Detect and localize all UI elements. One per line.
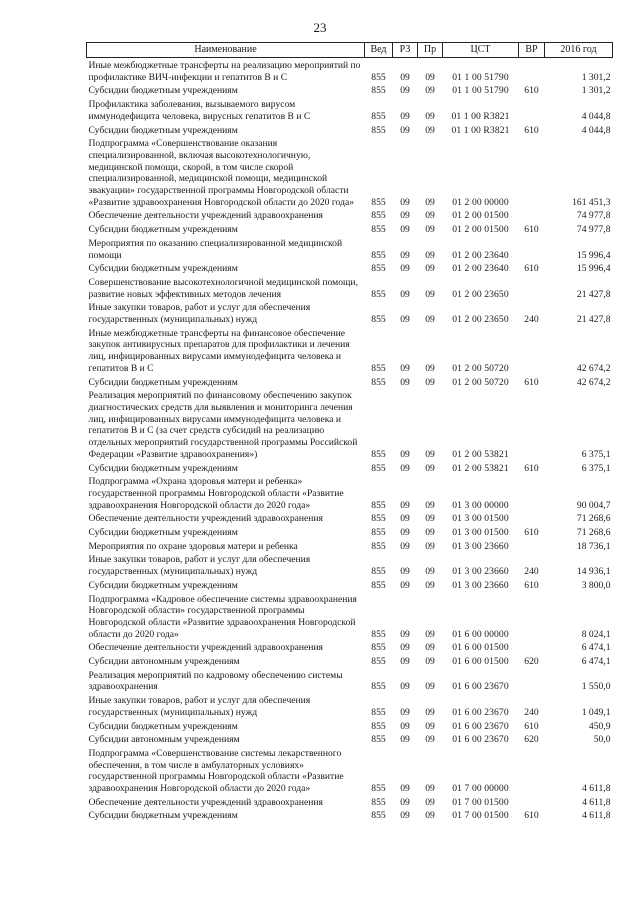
row-pr: 09: [425, 448, 435, 460]
row-rz: 09: [400, 540, 410, 552]
table-row: [87, 539, 613, 553]
row-pr: 09: [425, 376, 435, 388]
row-ved: 855: [371, 681, 386, 693]
row-name: Мероприятия по оказанию специализированной медицинской помощи: [88, 237, 343, 261]
row-pr: 09: [425, 734, 435, 746]
row-cst: 01 2 00 01500: [452, 210, 509, 222]
header-ved: Вед: [365, 43, 393, 58]
row-pr: 09: [425, 681, 435, 693]
row-pr: 09: [425, 249, 435, 261]
row-vr: [519, 236, 545, 261]
row-pr: 09: [425, 124, 435, 136]
row-vr: 610: [524, 462, 539, 474]
row-name: Субсидии бюджетным учреждениям: [88, 720, 238, 732]
row-pr: 09: [425, 210, 435, 222]
row-amount: 4 611,8: [582, 783, 611, 795]
row-amount: 6 474,1: [581, 656, 611, 668]
row-ved: 855: [371, 642, 386, 654]
row-vr: [519, 326, 545, 375]
row-rz: 09: [400, 314, 410, 326]
row-amount: 6 375,1: [581, 462, 611, 474]
header-cst: ЦСТ: [443, 43, 519, 58]
row-name: Субсидии бюджетным учреждениям: [88, 263, 238, 275]
row-cst: 01 3 00 23660: [452, 579, 509, 591]
row-name: Профилактика заболевания, вызываемого вирусом иммунодефицита человека, вирусных гепатитов В и С: [88, 99, 311, 122]
row-ved: 855: [371, 462, 386, 474]
row-pr: 09: [425, 566, 435, 578]
row-cst: 01 2 00 23640: [452, 249, 509, 261]
budget-table: [86, 42, 613, 822]
row-rz: 09: [400, 783, 410, 795]
row-vr: [519, 136, 545, 208]
table-row: [87, 654, 613, 668]
table-row: [87, 552, 613, 577]
table-row: [87, 746, 613, 795]
table-row: [87, 58, 613, 84]
row-name: Мероприятия по охране здоровья матери и ребенка: [88, 540, 298, 552]
row-pr: 09: [425, 628, 435, 640]
row-ved: 855: [371, 734, 386, 746]
table-row: [87, 97, 613, 122]
row-vr: 610: [524, 124, 539, 136]
table-row: [87, 795, 613, 809]
row-ved: 855: [371, 71, 386, 83]
row-pr: 09: [425, 540, 435, 552]
table-row: [87, 640, 613, 654]
row-cst: 01 6 00 01500: [452, 656, 509, 668]
row-rz: 09: [400, 362, 410, 374]
row-vr: 620: [524, 734, 539, 746]
row-amount: 1 301,2: [581, 71, 611, 83]
table-row: [87, 275, 613, 300]
row-pr: 09: [425, 314, 435, 326]
row-name: Иные закупки товаров, работ и услуг для обеспечения государственных (муниципальных) нужд: [88, 695, 311, 718]
row-name: Субсидии бюджетным учреждениям: [88, 124, 238, 136]
row-name: Подпрограмма «Совершенствование системы лекарственного обеспечения, в том числе в амбулаторных условиях» государственной программы Новгородской области «Развитие здравоохранения Новгородской области до 2020 года»: [88, 747, 344, 795]
row-cst: 01 2 00 00000: [452, 196, 509, 208]
row-cst: 01 1 00 R3821: [451, 124, 510, 136]
row-cst: 01 2 00 23650: [452, 314, 509, 326]
row-amount: 161 451,3: [572, 196, 611, 208]
row-pr: 09: [425, 796, 435, 808]
row-ved: 855: [371, 783, 386, 795]
row-pr: 09: [425, 71, 435, 83]
row-amount: 6 375,1: [581, 448, 611, 460]
table-body: [87, 58, 613, 823]
row-cst: 01 2 00 50720: [452, 362, 509, 374]
row-amount: 21 427,8: [576, 288, 611, 300]
row-ved: 855: [371, 720, 386, 732]
row-vr: [519, 668, 545, 693]
row-amount: 71 268,6: [576, 513, 611, 525]
row-rz: 09: [400, 124, 410, 136]
row-name: Субсидии бюджетным учреждениям: [88, 810, 238, 822]
row-rz: 09: [400, 796, 410, 808]
row-amount: 6 474,1: [581, 642, 611, 654]
table-row: [87, 261, 613, 275]
row-vr: 610: [524, 85, 539, 97]
header-name: Наименование: [87, 43, 365, 58]
row-vr: 240: [524, 314, 539, 326]
row-name: Реализация мероприятий по кадровому обеспечению системы здравоохранения: [88, 669, 343, 693]
row-pr: 09: [425, 810, 435, 822]
row-rz: 09: [400, 720, 410, 732]
row-vr: 240: [524, 566, 539, 578]
table-row: [87, 300, 613, 325]
row-vr: [519, 592, 545, 641]
row-name: Субсидии бюджетным учреждениям: [88, 376, 238, 388]
row-cst: 01 3 00 01500: [452, 513, 509, 525]
row-pr: 09: [425, 579, 435, 591]
row-ved: 855: [371, 124, 386, 136]
table-row: [87, 222, 613, 236]
table-row: [87, 732, 613, 746]
row-cst: 01 2 00 01500: [452, 224, 509, 236]
row-ved: 855: [371, 314, 386, 326]
row-ved: 855: [371, 527, 386, 539]
row-name: Обеспечение деятельности учреждений здравоохранения: [88, 210, 323, 222]
row-rz: 09: [400, 628, 410, 640]
row-amount: 71 268,6: [576, 527, 611, 539]
row-ved: 855: [371, 196, 386, 208]
row-vr: [519, 97, 545, 122]
row-cst: 01 1 00 51790: [452, 85, 509, 97]
row-rz: 09: [400, 85, 410, 97]
table-row: [87, 236, 613, 261]
row-ved: 855: [371, 706, 386, 718]
row-rz: 09: [400, 681, 410, 693]
row-cst: 01 3 00 23660: [452, 566, 509, 578]
header-rz: РЗ: [393, 43, 418, 58]
row-rz: 09: [400, 810, 410, 822]
page-number: 23: [313, 20, 327, 35]
row-name: Иные закупки товаров, работ и услуг для обеспечения государственных (муниципальных) нужд: [88, 554, 311, 578]
row-rz: 09: [400, 734, 410, 746]
row-ved: 855: [371, 448, 386, 460]
row-amount: 4 044,8: [581, 110, 611, 122]
row-rz: 09: [400, 566, 410, 578]
row-ved: 855: [371, 513, 386, 525]
row-pr: 09: [425, 499, 435, 511]
row-vr: [519, 275, 545, 300]
row-ved: 855: [371, 263, 386, 275]
row-name: Субсидии бюджетным учреждениям: [88, 462, 238, 474]
row-amount: 74 977,8: [576, 210, 611, 222]
row-ved: 855: [371, 566, 386, 578]
row-vr: 610: [524, 376, 539, 388]
row-cst: 01 2 00 53821: [452, 462, 509, 474]
table-row: [87, 719, 613, 733]
row-cst: 01 3 00 00000: [452, 499, 509, 511]
row-rz: 09: [400, 656, 410, 668]
row-vr: [519, 795, 545, 809]
table-row: [87, 474, 613, 511]
row-name: Подпрограмма «Совершенствование оказания специализированной, включая высокотехнологичную, медицинской помощи, скорой, в том числе скорой специализированной, медицинской помощи, медицинской эвакуации» государственной программы Новгородской области «Развитие здравоохранения Новгородской области до 2020 года»: [88, 138, 355, 208]
table-row: [87, 83, 613, 97]
table-row: [87, 525, 613, 539]
row-vr: 610: [524, 810, 539, 822]
row-ved: 855: [371, 210, 386, 222]
row-name: Иные межбюджетные трансферты на реализацию мероприятий по профилактике ВИЧ-инфекции и гепатитов В и С: [88, 60, 361, 83]
row-cst: 01 6 00 23670: [452, 720, 509, 732]
row-cst: 01 7 00 01500: [452, 810, 509, 822]
row-name: Подпрограмма «Кадровое обеспечение системы здравоохранения Новгородской области» государственной программы Новгородской области «Развитие здравоохранения Новгородской области до 2020 года»: [88, 593, 357, 640]
row-amount: 3 800,0: [581, 579, 611, 591]
row-amount: 1 301,2: [581, 85, 611, 97]
row-cst: 01 6 00 00000: [452, 628, 509, 640]
row-pr: 09: [425, 656, 435, 668]
row-rz: 09: [400, 71, 410, 83]
row-pr: 09: [425, 513, 435, 525]
row-name: Иные межбюджетные трансферты на финансовое обеспечение закупок антивирусных препаратов для профилактики и лечения лиц, инфицированных вирусами иммунодефицита человека и гепатитов В и С: [88, 327, 350, 374]
row-name: Обеспечение деятельности учреждений здравоохранения: [88, 642, 323, 654]
row-vr: [519, 511, 545, 525]
row-name: Субсидии бюджетным учреждениям: [88, 527, 238, 539]
row-vr: 610: [524, 224, 539, 236]
table-row: [87, 123, 613, 137]
row-rz: 09: [400, 263, 410, 275]
row-rz: 09: [400, 210, 410, 222]
row-ved: 855: [371, 376, 386, 388]
row-cst: 01 1 00 51790: [452, 71, 509, 83]
row-amount: 42 674,2: [576, 362, 611, 374]
row-ved: 855: [371, 224, 386, 236]
row-pr: 09: [425, 362, 435, 374]
row-amount: 50,0: [593, 734, 611, 746]
row-vr: [519, 208, 545, 222]
row-amount: 4 044,8: [581, 124, 611, 136]
row-amount: 450,9: [588, 720, 611, 732]
row-rz: 09: [400, 499, 410, 511]
row-vr: 610: [524, 720, 539, 732]
row-pr: 09: [425, 288, 435, 300]
row-vr: 610: [524, 527, 539, 539]
row-amount: 15 996,4: [576, 263, 611, 275]
row-amount: 8 024,1: [581, 628, 611, 640]
row-cst: 01 6 00 23670: [452, 734, 509, 746]
row-ved: 855: [371, 656, 386, 668]
row-pr: 09: [425, 196, 435, 208]
row-cst: 01 7 00 00000: [452, 783, 509, 795]
header-pr: Пр: [418, 43, 443, 58]
row-pr: 09: [425, 224, 435, 236]
row-cst: 01 3 00 23660: [452, 540, 509, 552]
row-cst: 01 2 00 50720: [452, 376, 509, 388]
row-rz: 09: [400, 462, 410, 474]
row-pr: 09: [425, 462, 435, 474]
row-vr: [519, 474, 545, 511]
row-vr: 620: [524, 656, 539, 668]
row-cst: 01 7 00 01500: [452, 796, 509, 808]
row-ved: 855: [371, 110, 386, 122]
row-name: Субсидии бюджетным учреждениям: [88, 85, 238, 97]
row-rz: 09: [400, 249, 410, 261]
row-name: Иные закупки товаров, работ и услуг для обеспечения государственных (муниципальных) нужд: [88, 302, 311, 326]
row-cst: 01 2 00 23640: [452, 263, 509, 275]
row-ved: 855: [371, 540, 386, 552]
row-rz: 09: [400, 376, 410, 388]
table-row: [87, 578, 613, 592]
row-pr: 09: [425, 85, 435, 97]
row-pr: 09: [425, 642, 435, 654]
row-rz: 09: [400, 110, 410, 122]
row-cst: 01 3 00 01500: [452, 527, 509, 539]
row-amount: 18 736,1: [576, 540, 611, 552]
row-name: Подпрограмма «Охрана здоровья матери и ребенка» государственной программы Новгородской области «Развитие здравоохранения Новгородской области до 2020 года»: [88, 476, 344, 511]
row-rz: 09: [400, 579, 410, 591]
table-row: [87, 375, 613, 389]
header-vr: ВР: [519, 43, 545, 58]
row-cst: 01 2 00 23650: [452, 288, 509, 300]
row-pr: 09: [425, 720, 435, 732]
table-row: [87, 136, 613, 208]
row-name: Обеспечение деятельности учреждений здравоохранения: [88, 513, 323, 525]
row-name: Субсидии бюджетным учреждениям: [88, 224, 238, 236]
table-header-row: [87, 43, 613, 58]
row-ved: 855: [371, 796, 386, 808]
row-amount: 42 674,2: [576, 376, 611, 388]
table-row: [87, 326, 613, 375]
row-rz: 09: [400, 196, 410, 208]
row-name: Субсидии автономным учреждениям: [88, 734, 240, 746]
row-cst: 01 6 00 23670: [452, 706, 509, 718]
row-rz: 09: [400, 706, 410, 718]
row-name: Обеспечение деятельности учреждений здравоохранения: [88, 796, 323, 808]
row-amount: 4 611,8: [582, 810, 611, 822]
table-row: [87, 693, 613, 718]
row-cst: 01 6 00 23670: [452, 681, 509, 693]
table-row: [87, 208, 613, 222]
row-vr: [519, 539, 545, 553]
row-ved: 855: [371, 249, 386, 261]
row-cst: 01 1 00 R3821: [451, 110, 510, 122]
table-row: [87, 592, 613, 641]
table-row: [87, 808, 613, 822]
row-cst: 01 2 00 53821: [452, 448, 509, 460]
table-row: [87, 511, 613, 525]
row-cst: 01 6 00 01500: [452, 642, 509, 654]
row-ved: 855: [371, 499, 386, 511]
row-ved: 855: [371, 810, 386, 822]
row-ved: 855: [371, 579, 386, 591]
row-name: Субсидии бюджетным учреждениям: [88, 579, 238, 591]
row-pr: 09: [425, 706, 435, 718]
row-vr: 240: [524, 706, 539, 718]
row-vr: [519, 746, 545, 795]
table-row: [87, 461, 613, 475]
row-ved: 855: [371, 85, 386, 97]
row-rz: 09: [400, 224, 410, 236]
row-vr: [519, 58, 545, 84]
row-amount: 21 427,8: [576, 314, 611, 326]
row-vr: [519, 388, 545, 460]
header-amount: 2016 год: [545, 43, 613, 58]
row-rz: 09: [400, 527, 410, 539]
row-name: Субсидии автономным учреждениям: [88, 656, 240, 668]
row-name: Совершенствование высокотехнологичной медицинской помощи, развитие новых эффективных методов лечения: [88, 276, 358, 300]
row-ved: 855: [371, 628, 386, 640]
row-pr: 09: [425, 110, 435, 122]
row-vr: 610: [524, 263, 539, 275]
table-row: [87, 388, 613, 460]
row-amount: 15 996,4: [576, 249, 611, 261]
row-amount: 74 977,8: [576, 224, 611, 236]
row-name: Реализация мероприятий по финансовому обеспечению закупок диагностических средств для выявления и мониторинга лечения лиц, инфицированных вирусами иммунодефицита человека и гепатитов В и С (за счет средств субсидий на реализацию отдельных мероприятий государственной программы Российской Федерации «Развитие здравоохранения»): [88, 390, 358, 460]
row-amount: 4 611,8: [582, 796, 611, 808]
row-vr: [519, 640, 545, 654]
row-rz: 09: [400, 448, 410, 460]
table-row: [87, 668, 613, 693]
row-pr: 09: [425, 527, 435, 539]
row-rz: 09: [400, 642, 410, 654]
row-rz: 09: [400, 288, 410, 300]
row-ved: 855: [371, 362, 386, 374]
row-amount: 1 550,0: [581, 681, 611, 693]
row-amount: 1 049,1: [581, 706, 611, 718]
row-ved: 855: [371, 288, 386, 300]
row-amount: 14 936,1: [576, 566, 611, 578]
row-vr: 610: [524, 579, 539, 591]
row-pr: 09: [425, 263, 435, 275]
row-amount: 90 004,7: [576, 499, 611, 511]
row-pr: 09: [425, 783, 435, 795]
row-rz: 09: [400, 513, 410, 525]
